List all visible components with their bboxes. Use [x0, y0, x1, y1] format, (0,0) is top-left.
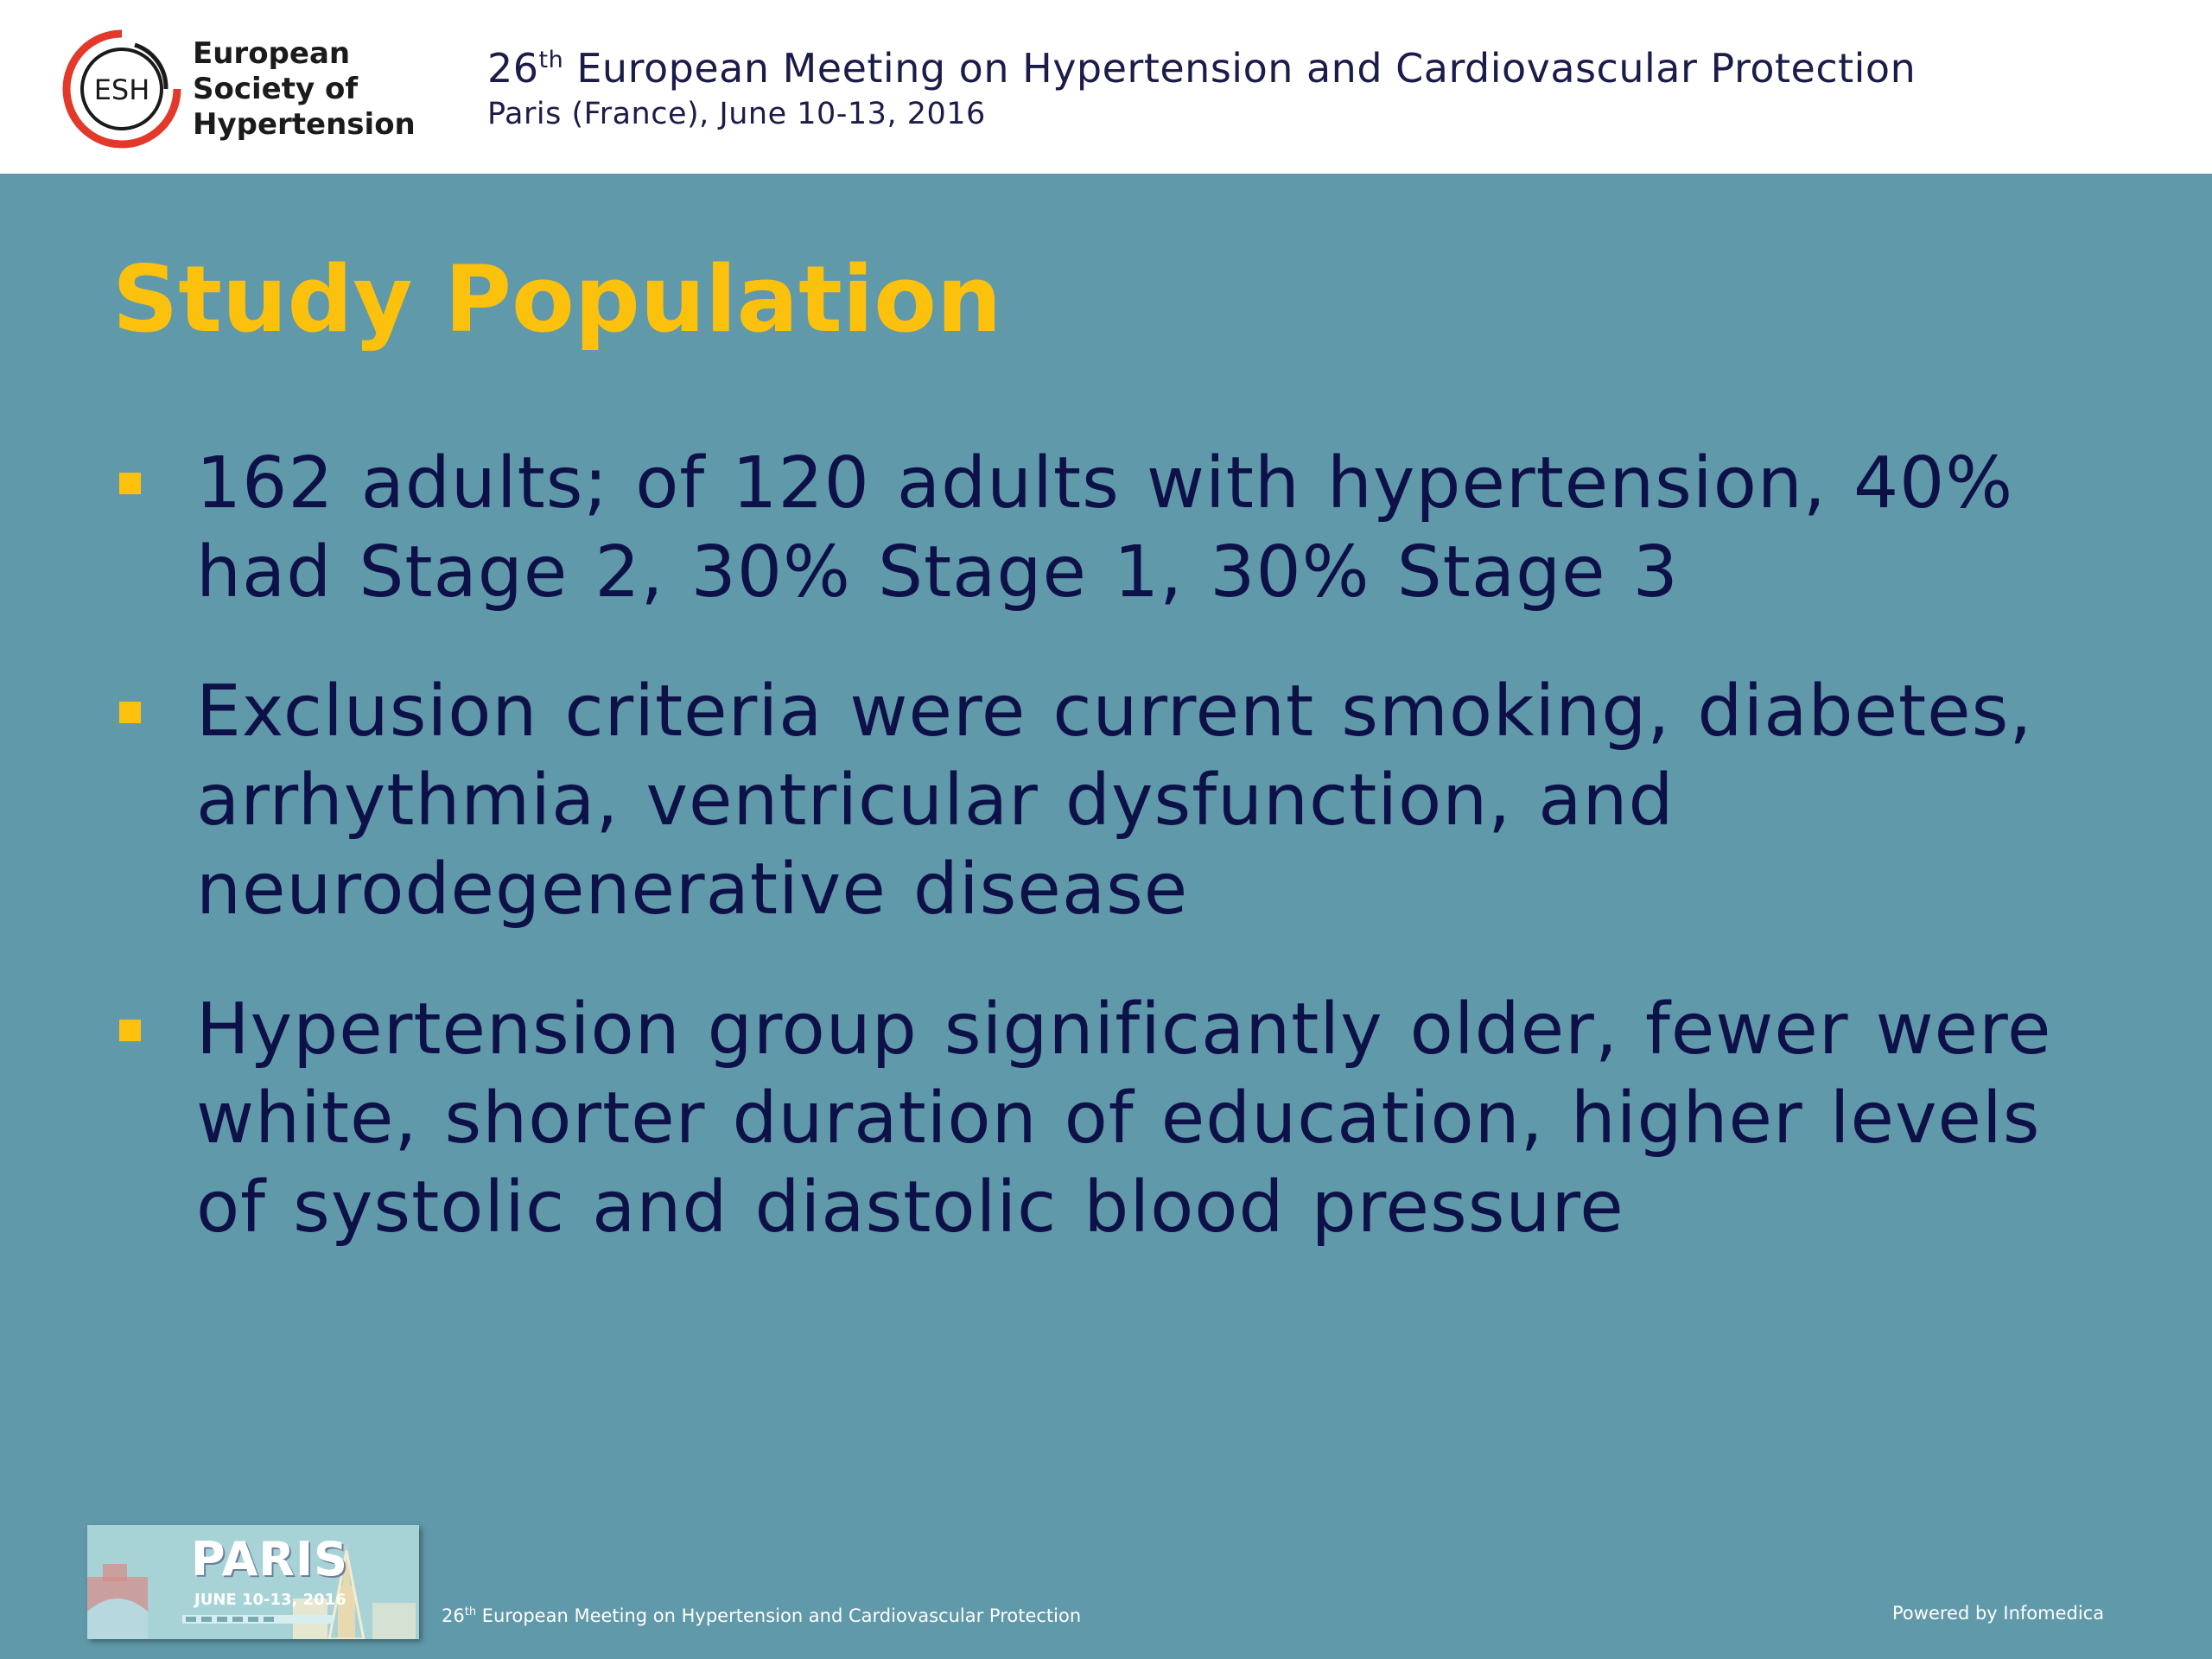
bullet-marker-icon: [119, 473, 141, 494]
bullet-line: neurodegenerative disease: [196, 849, 1189, 931]
footer-meeting-title: [442, 1605, 1081, 1626]
badge-date: JUNE 10-13, 2016: [194, 1591, 346, 1609]
footer-meeting-suffix: th: [464, 1605, 477, 1618]
slide-title: Study Population: [112, 246, 1002, 353]
bullet-marker-icon: [119, 1020, 141, 1041]
bullet-line: Hypertension group significantly older, fewer were: [196, 988, 2052, 1071]
bullet-marker-icon: [119, 702, 141, 723]
bullet-item: [196, 985, 2132, 1252]
bullet-line: had Stage 2, 30% Stage 1, 30% Stage 3: [196, 531, 1679, 613]
meeting-name: European Meeting on Hypertension and Cardiovascular Protection: [563, 45, 1916, 92]
bullet-item: [196, 439, 2132, 617]
esh-logo: [60, 28, 183, 150]
meeting-number: 26: [487, 45, 539, 92]
bullet-line: white, shorter duration of education, higher levels: [196, 1077, 2041, 1160]
meeting-title: [487, 45, 1916, 92]
bullet-line: 162 adults; of 120 adults with hypertension, 40%: [196, 442, 2014, 524]
powered-by: Powered by Infomedica: [1892, 1603, 2105, 1624]
logo-line-2: Society of: [193, 72, 359, 106]
bullet-line: Exclusion criteria were current smoking, diabetes,: [196, 671, 2033, 753]
bullet-line: arrhythmia, ventricular dysfunction, and: [196, 760, 1675, 842]
esh-logo-text: [193, 36, 416, 143]
esh-logo-ring-icon: [60, 28, 183, 150]
logo-line-3: Hypertension: [193, 107, 416, 142]
conference-header: [0, 0, 2212, 174]
meeting-location: Paris (France), June 10-13, 2016: [487, 97, 986, 131]
bullet-item: [196, 667, 2132, 934]
logo-line-1: European: [193, 36, 351, 71]
bullet-line: of systolic and diastolic blood pressure: [196, 1166, 1624, 1249]
footer-meeting-number: 26: [442, 1605, 465, 1626]
badge-city: PARIS: [191, 1532, 348, 1586]
esh-logo-abbr: ESH: [93, 73, 150, 106]
paris-badge: [87, 1525, 419, 1639]
meeting-suffix: th: [538, 47, 564, 73]
footer-meeting-name: European Meeting on Hypertension and Cardiovascular Protection: [476, 1605, 1082, 1626]
